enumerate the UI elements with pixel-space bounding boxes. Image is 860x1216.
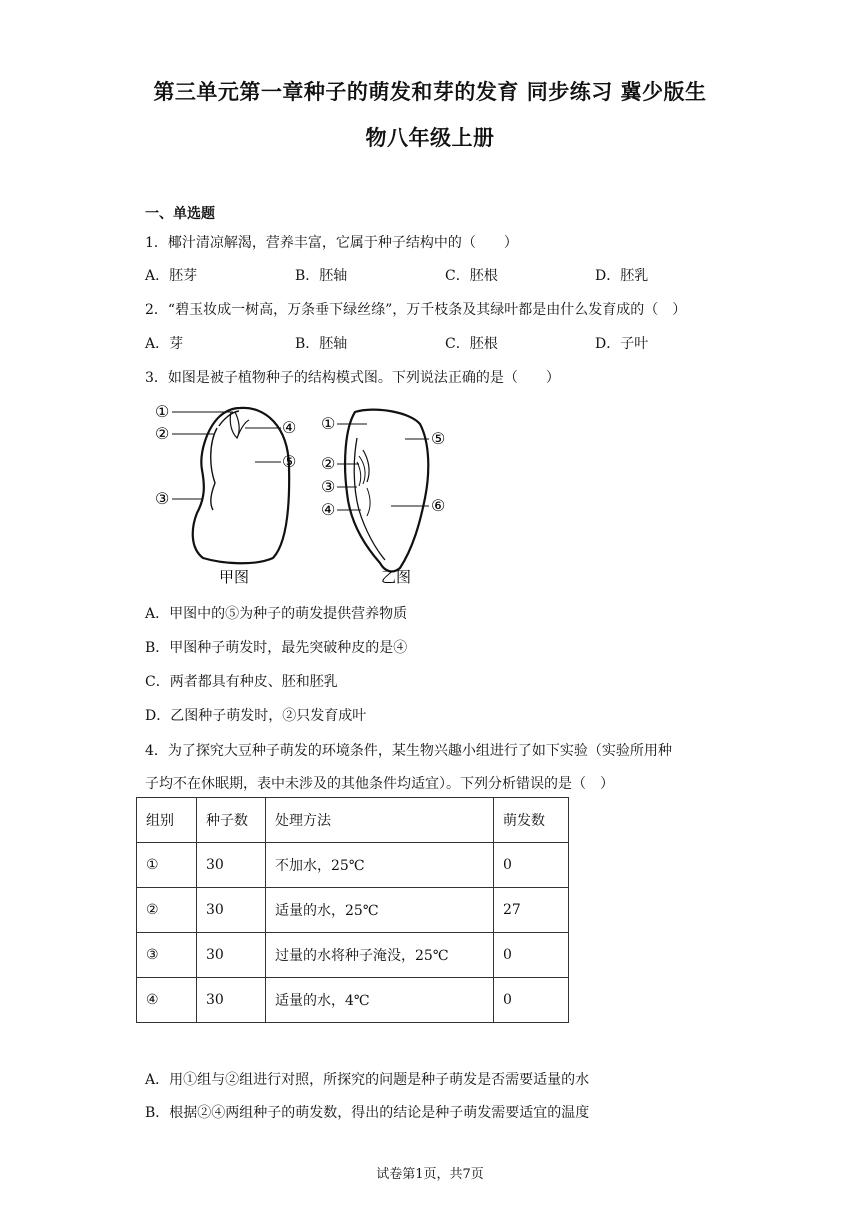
table-cell: 不加水，25℃ [266,843,494,888]
corn-seed-figure [345,410,428,572]
q1-option-d: D．胚乳 [595,268,649,284]
table-cell: 30 [197,888,266,933]
seed-structure-diagram [145,398,485,588]
fig-a-label-4: ④ [282,418,297,437]
q2-option-a: A．芽 [145,336,184,352]
table-cell: 30 [197,933,266,978]
fig-b-label-2: ② [321,454,336,473]
table-header-row [137,798,569,843]
fig-a-label-2: ② [155,424,170,443]
fig-b-label-5: ⑤ [431,429,446,448]
table-cell: ③ [137,933,197,978]
page-title-line1: 第三单元第一章种子的萌发和芽的发育 同步练习 冀少版生 [153,80,707,104]
fig-b-label-6: ⑥ [431,496,446,515]
q2-option-d: D．子叶 [595,336,649,352]
q2-option-b: B．胚轴 [295,336,348,352]
fig-a-label-5: ⑤ [282,452,297,471]
table-cell: 27 [494,888,569,933]
table-row [137,933,569,978]
q3-option-b: B．甲图种子萌发时，最先突破种皮的是④ [145,640,408,656]
table-cell: 0 [494,978,569,1023]
fig-a-label-3: ③ [155,489,170,508]
question-2-stem: 2．“碧玉妆成一树高，万条垂下绿丝绦”，万千枝条及其绿叶都是由什么发育成的（ ） [145,302,687,318]
q3-option-d: D．乙图种子萌发时，②只发育成叶 [145,708,367,724]
question-3-stem: 3．如图是被子植物种子的结构模式图。下列说法正确的是（ ） [145,370,560,386]
table-header-cell: 种子数 [197,798,266,843]
table-row [137,978,569,1023]
q4-option-b: B．根据②④两组种子的萌发数，得出的结论是种子萌发需要适宜的温度 [145,1105,590,1121]
experiment-table [136,797,569,1023]
table-cell: ① [137,843,197,888]
table-cell: 30 [197,843,266,888]
table-cell: 过量的水将种子淹没，25℃ [266,933,494,978]
table-cell: ② [137,888,197,933]
table-cell: 适量的水，4℃ [266,978,494,1023]
fig-b-label-3: ③ [321,477,336,496]
bean-seed-figure [193,408,289,563]
table-row [137,843,569,888]
table-header-cell: 组别 [137,798,197,843]
q1-option-b: B．胚轴 [295,268,348,284]
page-title-line2: 物八年级上册 [365,126,495,150]
table-cell: 0 [494,843,569,888]
fig-b-caption: 乙图 [381,568,412,586]
fig-b-label-4: ④ [321,500,336,519]
q1-option-c: C．胚根 [445,268,498,284]
q3-option-a: A．甲图中的⑤为种子的萌发提供营养物质 [145,606,408,622]
q2-option-c: C．胚根 [445,336,498,352]
question-1-stem: 1．椰汁清凉解渴，营养丰富，它属于种子结构中的（ ） [145,235,518,251]
q3-option-c: C．两者都具有种皮、胚和胚乳 [145,674,338,690]
table-cell: 适量的水，25℃ [266,888,494,933]
table-cell: ④ [137,978,197,1023]
table-header-cell: 萌发数 [494,798,569,843]
table-row [137,888,569,933]
fig-a-caption: 甲图 [219,568,250,586]
table-header-cell: 处理方法 [266,798,494,843]
q4-option-a: A．用①组与②组进行对照，所探究的问题是种子萌发是否需要适量的水 [145,1072,590,1088]
question-4-stem-line2: 子均不在休眠期，表中未涉及的其他条件均适宜）。下列分析错误的是（ ） [145,776,614,792]
page-footer: 试卷第1页，共7页 [376,1167,484,1182]
fig-b-label-1: ① [321,414,336,433]
section-heading: 一、单选题 [145,206,215,222]
table-cell: 30 [197,978,266,1023]
fig-a-label-1: ① [155,402,170,421]
question-4-stem-line1: 4．为了探究大豆种子萌发的环境条件，某生物兴趣小组进行了如下实验（实验所用种 [145,743,672,759]
table-cell: 0 [494,933,569,978]
q1-option-a: A．胚芽 [145,268,198,284]
